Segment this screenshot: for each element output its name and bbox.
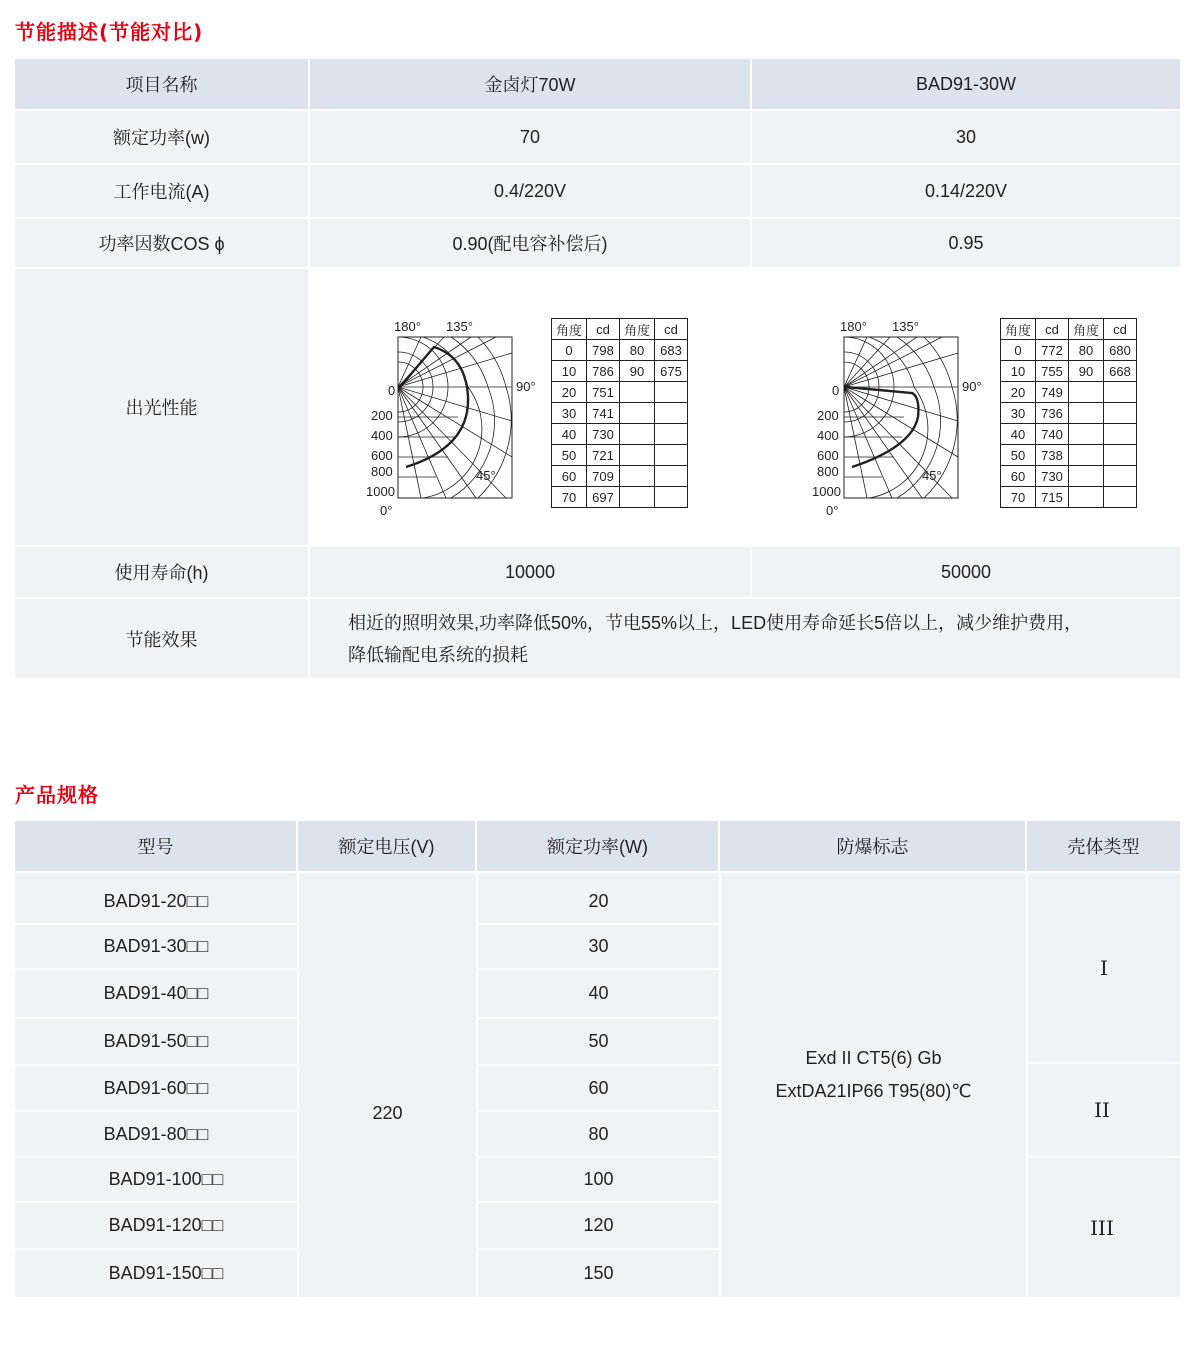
row-current — [15, 165, 1180, 217]
row-effect — [15, 599, 1180, 678]
model-cell: BAD91-30□□ — [103, 936, 209, 956]
model-cell: BAD91-60□□ — [103, 1077, 209, 1098]
power-cell: 150 — [583, 1263, 614, 1283]
value-b: 0.14/220V — [924, 180, 1008, 201]
power-cell: 80 — [588, 1123, 609, 1144]
cd-table-b: 角度 cd 角度 cd 0 772 80 680 10 755 90 668 20 749 30 736 40 740 50 738 60 730 70 715 — [1000, 318, 1137, 508]
value-b: 50000 — [940, 561, 992, 582]
label-r200: 200 — [371, 408, 393, 423]
cd-row: 50 738 — [1001, 445, 1137, 466]
cd-table-a: 角度 cd 角度 cd 0 798 80 683 10 786 90 675 20 751 30 741 40 730 50 721 60 709 70 697 — [551, 318, 688, 508]
power-cell: 100 — [583, 1169, 614, 1189]
compare-header-row — [15, 59, 1180, 109]
model-cell: BAD91-40□□ — [103, 983, 209, 1003]
label-135: 135° — [892, 319, 919, 334]
power-cell: 120 — [583, 1215, 614, 1235]
header-item-name: 项目名称 — [15, 59, 310, 109]
label-45: 45° — [476, 468, 496, 483]
power-cell: 30 — [588, 936, 609, 956]
header-explosion: 防爆标志 — [720, 821, 1027, 871]
value-a: 10000 — [310, 547, 752, 597]
cd-row: 40 730 — [552, 424, 688, 445]
cd-row: 60 730 — [1001, 466, 1137, 487]
label-r1000: 1000 — [366, 484, 395, 499]
header-power: 额定功率(W) — [477, 821, 720, 871]
cd-row: 70 715 — [1001, 487, 1137, 508]
shell-type-1: I — [1100, 955, 1108, 980]
row-rated-power — [15, 111, 1180, 163]
label-0deg: 0° — [826, 503, 839, 518]
value-b: 30 — [955, 126, 977, 147]
value-a: 0.90(配电容补偿后) — [310, 219, 752, 267]
row-label: 使用寿命(h) — [15, 547, 310, 597]
row-label: 功率因数COS ϕ — [15, 219, 310, 267]
label-r800: 800 — [817, 464, 839, 479]
polar-diagram-a — [366, 317, 536, 522]
model-cell: BAD91-120□□ — [108, 1215, 224, 1235]
label-180: 180° — [840, 319, 867, 334]
section-title-energy: 节能描述(节能对比) — [15, 20, 204, 44]
spec-header-row — [15, 821, 1180, 871]
power-cell: 50 — [588, 1031, 609, 1051]
label-180: 180° — [394, 319, 421, 334]
header-model: 型号 — [15, 821, 298, 871]
label-r600: 600 — [817, 448, 839, 463]
label-135: 135° — [446, 319, 473, 334]
explosion-line2: ExtDA21IP66 T95(80)℃ — [775, 1081, 972, 1101]
voltage-cell: 220 — [372, 1102, 403, 1123]
label-r600: 600 — [371, 448, 393, 463]
model-cell: BAD91-150□□ — [108, 1263, 224, 1283]
label-r0: 0 — [388, 383, 396, 398]
effect-text — [310, 599, 1180, 678]
label-r200: 200 — [817, 408, 839, 423]
model-cell: BAD91-50□□ — [103, 1031, 209, 1051]
row-label: 节能效果 — [15, 599, 310, 678]
shell-type-2: II — [1094, 1098, 1110, 1122]
row-label: 额定功率(w) — [15, 111, 310, 163]
row-label: 出光性能 — [15, 269, 310, 545]
polar-diagram-b — [812, 317, 982, 522]
model-cell: BAD91-20□□ — [103, 890, 209, 911]
label-r400: 400 — [371, 428, 393, 443]
shell-type-3: III — [1090, 1215, 1114, 1240]
model-cell: BAD91-80□□ — [103, 1123, 209, 1144]
cd-row: 60 709 — [552, 466, 688, 487]
power-cell: 40 — [588, 983, 609, 1003]
value-a: 0.4/220V — [310, 165, 752, 217]
effect-line1: 相近的照明效果,功率降低50%，节电55%以上，LED使用寿命延长5倍以上，减少维护费用， — [348, 612, 1083, 633]
header-shell: 壳体类型 — [1027, 821, 1180, 871]
row-power-factor — [15, 219, 1180, 267]
explosion-line1: Exd II CT5(6) Gb — [805, 1048, 942, 1068]
row-lifetime — [15, 547, 1180, 597]
power-cell: 20 — [588, 890, 609, 911]
cd-row: 40 740 — [1001, 424, 1137, 445]
label-r0: 0 — [832, 383, 840, 398]
cd-row: 10 786 90 675 — [552, 361, 688, 382]
cd-row: 0 798 80 683 — [552, 340, 688, 361]
explosion-mark-cell — [721, 1040, 1026, 1110]
header-metal-halide: 金卤灯70W — [310, 59, 752, 109]
header-voltage: 额定电压(V) — [298, 821, 477, 871]
cd-row: 20 751 — [552, 382, 688, 403]
label-90: 90° — [962, 379, 982, 394]
effect-line2: 降低输配电系统的损耗 — [348, 644, 528, 665]
label-90: 90° — [516, 379, 536, 394]
cd-row: 30 741 — [552, 403, 688, 424]
label-45: 45° — [922, 468, 942, 483]
model-cell: BAD91-100□□ — [108, 1169, 224, 1189]
value-a: 70 — [310, 111, 752, 163]
cd-row: 20 749 — [1001, 382, 1137, 403]
label-r1000: 1000 — [812, 484, 841, 499]
header-bad91: BAD91-30W — [752, 59, 1180, 109]
cd-row: 10 755 90 668 — [1001, 361, 1137, 382]
cd-row: 30 736 — [1001, 403, 1137, 424]
label-r400: 400 — [817, 428, 839, 443]
cd-row: 0 772 80 680 — [1001, 340, 1137, 361]
value-b: 0.95 — [948, 232, 984, 253]
label-r800: 800 — [371, 464, 393, 479]
label-0deg: 0° — [380, 503, 393, 518]
row-label: 工作电流(A) — [15, 165, 310, 217]
section-title-spec: 产品规格 — [15, 783, 99, 807]
cd-row: 70 697 — [552, 487, 688, 508]
cd-row: 50 721 — [552, 445, 688, 466]
power-cell: 60 — [588, 1077, 609, 1098]
